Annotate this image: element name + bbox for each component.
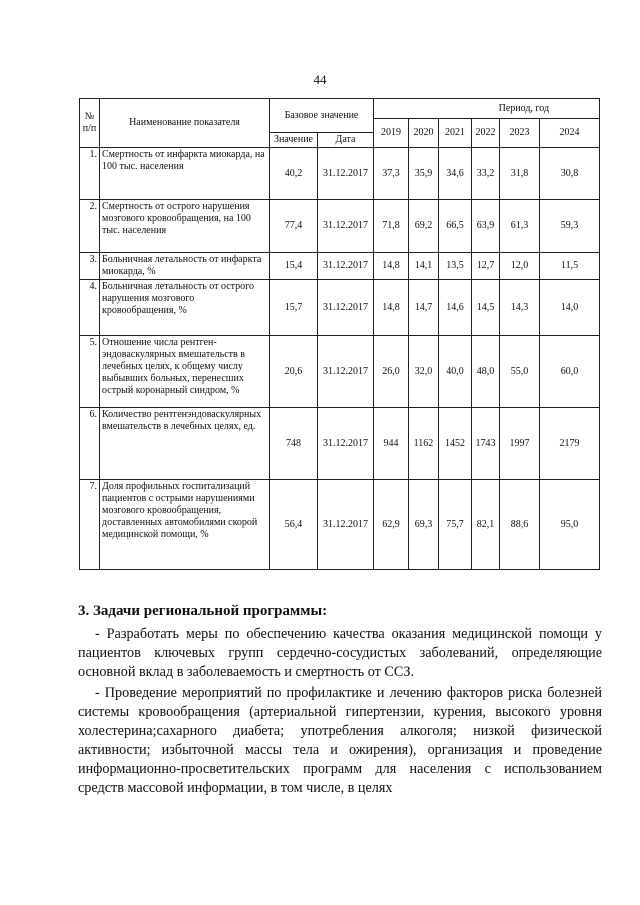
header-name: Наименование показателя	[100, 99, 270, 148]
header-year: 2023	[500, 119, 540, 148]
indicators-table	[79, 98, 600, 570]
table-row	[80, 480, 600, 570]
year-value: 13,5	[439, 253, 472, 280]
paragraph: - Проведение мероприятий по профилактике и лечению факторов риска болезней системы кровообращения (артериальной гипертензии, курения, высокого уровня холестерина;сахарного диабета; употребления алкоголя; низкой физической активности; избыточной массы тела и ожирения), организация и проведение информационно-просветительских программ для населения с использованием средств массовой информации, в том числе, в целях	[78, 685, 602, 796]
indicator-name: Смертность от острого нарушения мозгового кровообращения, на 100 тыс. населения	[100, 200, 270, 253]
row-number: 2.	[80, 200, 100, 253]
year-value: 11,5	[540, 253, 600, 280]
year-value: 48,0	[472, 336, 500, 408]
indicator-name: Количество рентгенэндоваскулярных вмешательств в лечебных целях, ед.	[100, 408, 270, 480]
base-date: 31.12.2017	[318, 408, 374, 480]
section-title: 3. Задачи региональной программы:	[78, 603, 328, 619]
year-value: 37,3	[374, 148, 409, 200]
row-number: 1.	[80, 148, 100, 200]
year-value: 61,3	[500, 200, 540, 253]
table-row	[80, 336, 600, 408]
table-row	[80, 408, 600, 480]
year-value: 26,0	[374, 336, 409, 408]
header-num: № п/п	[80, 99, 100, 148]
indicator-name: Отношение числа рентген-эндоваскулярных вмешательств в лечебных целях, к общему числу выбывших больных, перенесших острый коронарный синдром, %	[100, 336, 270, 408]
base-date: 31.12.2017	[318, 480, 374, 570]
table-row	[80, 200, 600, 253]
table-body	[80, 148, 600, 570]
year-value: 62,9	[374, 480, 409, 570]
table-row	[80, 148, 600, 200]
year-value: 944	[374, 408, 409, 480]
year-value: 1997	[500, 408, 540, 480]
year-value: 69,3	[409, 480, 439, 570]
row-number: 3.	[80, 253, 100, 280]
table-header	[80, 99, 600, 148]
page-number: 44	[313, 72, 327, 87]
year-value: 35,9	[409, 148, 439, 200]
year-value: 63,9	[472, 200, 500, 253]
year-value: 14,1	[409, 253, 439, 280]
header-year: 2019	[374, 119, 409, 148]
base-value: 77,4	[270, 200, 318, 253]
base-date: 31.12.2017	[318, 336, 374, 408]
year-value: 75,7	[439, 480, 472, 570]
base-date: 31.12.2017	[318, 280, 374, 336]
year-value: 66,5	[439, 200, 472, 253]
year-value: 95,0	[540, 480, 600, 570]
year-value: 14,7	[409, 280, 439, 336]
base-value: 15,7	[270, 280, 318, 336]
base-value: 56,4	[270, 480, 318, 570]
year-value: 34,6	[439, 148, 472, 200]
year-value: 30,8	[540, 148, 600, 200]
header-year: 2024	[540, 119, 600, 148]
paragraph: - Разработать меры по обеспечению качества оказания медицинской помощи у пациентов ключевых групп сердечно-сосудистых заболеваний, определяющие основной вклад в заболеваемость и смертность от ССЗ.	[78, 626, 602, 680]
year-value: 33,2	[472, 148, 500, 200]
row-number: 6.	[80, 408, 100, 480]
year-value: 12,7	[472, 253, 500, 280]
year-value: 14,0	[540, 280, 600, 336]
year-value: 40,0	[439, 336, 472, 408]
header-base-date: Дата	[318, 133, 374, 148]
header-base: Базовое значение	[270, 99, 374, 133]
year-value: 2179	[540, 408, 600, 480]
row-number: 4.	[80, 280, 100, 336]
year-value: 60,0	[540, 336, 600, 408]
year-value: 71,8	[374, 200, 409, 253]
year-value: 82,1	[472, 480, 500, 570]
year-value: 69,2	[409, 200, 439, 253]
year-value: 14,8	[374, 253, 409, 280]
header-period: Период, год	[374, 99, 600, 119]
year-value: 1452	[439, 408, 472, 480]
indicator-name: Больничная летальность от инфаркта миокарда, %	[100, 253, 270, 280]
table-row	[80, 280, 600, 336]
year-value: 12,0	[500, 253, 540, 280]
base-value: 748	[270, 408, 318, 480]
year-value: 1743	[472, 408, 500, 480]
base-value: 40,2	[270, 148, 318, 200]
row-number: 5.	[80, 336, 100, 408]
base-value: 20,6	[270, 336, 318, 408]
year-value: 1162	[409, 408, 439, 480]
year-value: 88,6	[500, 480, 540, 570]
section-tasks	[78, 602, 602, 798]
base-date: 31.12.2017	[318, 148, 374, 200]
table-row	[80, 253, 600, 280]
indicator-name: Больничная летальность от острого нарушения мозгового кровообращения, %	[100, 280, 270, 336]
indicator-name: Доля профильных госпитализаций пациентов с острыми нарушениями мозгового кровообращения, доставленных автомобилями скорой медицинской помощи, %	[100, 480, 270, 570]
header-year: 2022	[472, 119, 500, 148]
header-base-value: Значение	[270, 133, 318, 148]
base-value: 15,4	[270, 253, 318, 280]
year-value: 14,3	[500, 280, 540, 336]
year-value: 14,8	[374, 280, 409, 336]
year-value: 31,8	[500, 148, 540, 200]
base-date: 31.12.2017	[318, 200, 374, 253]
year-value: 14,5	[472, 280, 500, 336]
header-year: 2021	[439, 119, 472, 148]
year-value: 55,0	[500, 336, 540, 408]
indicator-name: Смертность от инфаркта миокарда, на 100 тыс. населения	[100, 148, 270, 200]
base-date: 31.12.2017	[318, 253, 374, 280]
year-value: 59,3	[540, 200, 600, 253]
year-value: 14,6	[439, 280, 472, 336]
header-year: 2020	[409, 119, 439, 148]
year-value: 32,0	[409, 336, 439, 408]
row-number: 7.	[80, 480, 100, 570]
